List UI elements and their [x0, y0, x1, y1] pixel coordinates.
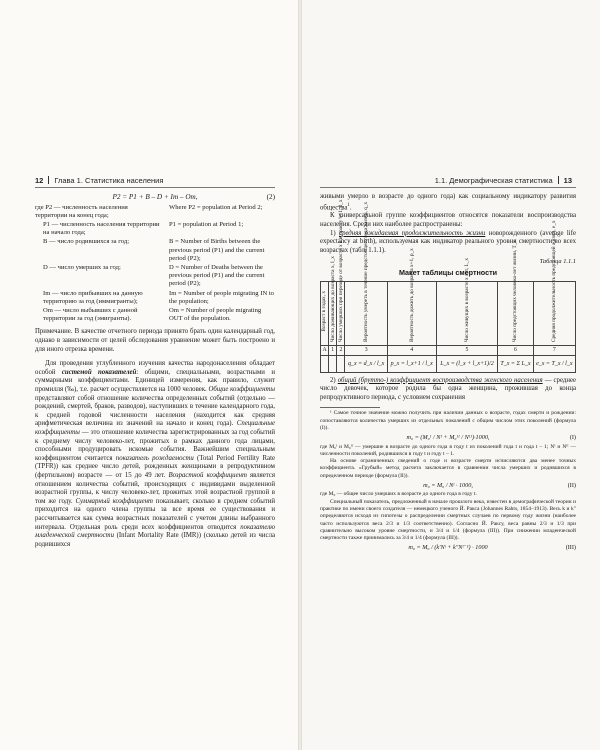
table-header-cell: Средняя продолжительность предстоящей жизни, e_x — [533, 281, 575, 346]
reproduction-coefficient-paragraph: 2) общий (брутто-) коэффициент воспроизводства женского населения — среднее число девочек, которое родила бы одна женщина, прожившая до конца репродуктивного периода, с условием сохранения — [320, 376, 577, 401]
footnote-formula-2: m₀ = M₀ / Nᵗ · 1000, (II) — [423, 482, 576, 490]
right-page-number: 13 — [563, 176, 572, 185]
footnotes — [320, 410, 576, 551]
reproduction-paragraph: К универсальной группе коэффициентов относятся показатели воспроизводства населения. Среди них наиболее распространены: — [320, 212, 576, 229]
table-number-cell: 6 — [498, 346, 533, 356]
left-chapter-title: Глава 1. Статистика населения — [54, 176, 164, 185]
right-text-column — [320, 193, 576, 554]
main-paragraph: Для проведения углубленного изучения качества народонаселения обладает особой системой показателей: общими, специальными, возрастными и суммарными коэффициентами. Единицей измерения, как правило, служит промилля (‰), т.е. расчет осуществляется на 1000 человек. Общие коэффициенты представляют собой отношение количества определенных событий (отдельно — рождений, смертей, браков, разводов), наступивших в течение календарного года, к средней годовой численности населения (находится как средняя арифметическая величина из значений на начало и конец года). Специальные коэффициенты — это отношение количества зарегистрированных за год событий к среднему числу человеко-лет, прожитых в рамках данного года лицами, способными продуцировать искомые события. Важнейшим специальным коэффициентом считается показатель рождаемости (Total Period Fertility Rate (TPFR)) как среднее число детей, рожденных женщинами в репродуктивном (фертильном) возрасте — от 15 до 49 лет. Возрастной коэффициент является отношением количества событий, происходящих с индивидами выделенной возрастной группы, к числу человеко-лет, прожитых этой возрастной группой в том же году. Суммарный коэффициент показывает, сколько в среднем событий приходится на одного члена группы за все время ее существования и рассчитывается как сумма возрастных показателей с учетом длины выбранного интервала. Отдельная роль среди всех коэффициентов отводится показателю младенческой смертности (Infant Mortality Rate (IMR)) (сколько детей из числа родившихся — [35, 360, 276, 548]
continuation-paragraph: живыми умерло в возрасте до одного года) как социальному индикатору развития общества$^1$. — [320, 193, 576, 211]
definition-ru: P1 — численность населения территории на начало года; — [43, 221, 160, 237]
table-title: Макет таблицы смертности — [398, 268, 498, 278]
definition-ru: Im — число прибывших на данную территорию за год (иммигранты); — [43, 289, 143, 305]
table-header-cell: Число умерших при переходе от возраста x к возрасту x+1, d_x — [337, 281, 345, 346]
footnote-text: где M₀ᴵ и M₀ᴵᴵ — умершие в возрасте до одного года в году t из поколений года t и года t – 1; Nᴵ и Nᴵᴵ — численности поколений, родившихся в году t и году t – 1. — [320, 443, 576, 457]
table-number-cell: 2 — [337, 346, 345, 356]
table-formula-cell: q_x = d_x / l_x — [345, 355, 387, 372]
table-number-cell: 5 — [436, 346, 498, 356]
definition-row — [35, 204, 275, 221]
table-formula-cell — [329, 355, 337, 372]
right-running-header — [435, 176, 572, 185]
footnote-formula-3: m₀ = M₀ / (k′Nᵗ + k″Nᵗ⁻¹) · 1000 (III) — [408, 544, 576, 552]
definition-en: Im = Number of people migrating IN to the population; — [169, 289, 274, 305]
left-page-number: 12 — [35, 176, 44, 185]
table-formula-cell: T_x = Σ L_x — [498, 355, 533, 372]
definition-en: Om = Number of people migrating OUT of the population. — [169, 307, 262, 323]
definitions-table — [35, 204, 275, 325]
definition-row — [35, 307, 275, 324]
footnote-text: Специальный показатель, предложенный в начале прошлого века, известен в демографической теории и практике по имени своего создателя — немецкого ученого Й. Ракса (Johannes Rahts, 1854–1913). Весь k и k″ определяются исходя из гипотезы о распределении смертных случаев по первому году жизни (наиболее часто используются веса 2/3 и 1/3 соответственно). Согласно Й. Раксу, веса равны 2/3 и 1/3 при сравнительно высоком уровне смертности, и 3/4 и 1/4 (формула (III)). При снижении младенческой смертности также принимались за 3/4 и 1/4 (формула (III)). — [320, 498, 576, 542]
right-section-title: 1.1. Демографическая статистика — [434, 176, 553, 185]
table-number-cell: А — [321, 346, 329, 356]
left-text-column — [35, 193, 275, 549]
table-formula-cell — [337, 355, 345, 372]
footnote-text: На основе ограниченных сведений о годе и возрасте смерти исчисляются два менее точных коэффициента. «Грубый» метод расчета заключается в сравнении числа умерших и родившихся в определенном периоде (формула (II)). — [320, 458, 576, 479]
table-header-cell: Число живущих в возрасте x лет, L_x — [436, 281, 498, 346]
table-header-cell: Вероятность умереть в течение предстоящего года жизни, q_x — [345, 281, 387, 346]
definition-row — [35, 221, 275, 238]
definition-ru: Om — число выбывших с данной территории за год (эмигранты). — [43, 307, 138, 323]
definition-ru: D — число умерших за год; — [43, 264, 121, 272]
left-header-rule — [35, 187, 275, 188]
footnote-text: где M₀ — общее число умерших в возрасте до одного года в году t. — [320, 491, 477, 498]
balance-equation: P2 = P1 + B – D + Im – Om, (2) — [112, 193, 275, 201]
table-header-cell: Возраст в годах, x — [321, 281, 329, 346]
footnote-text: ¹ Самое точное значение можно получить при наличии данных о возрасте, годах смерти и рождении: сопоставляются количества умерших из отдельных поколений с общим числом этих поколений (формула (I)). — [320, 410, 576, 431]
table-caption: Таблица 1.1.1 — [539, 258, 576, 266]
book-spine — [298, 0, 302, 750]
footnote-formula-1: m₀ = (M₀ᴵ / Nᴵ + M₀ᴵᴵ / Nᴵᴵ)·1000, (I) — [406, 434, 576, 442]
definition-row — [35, 238, 275, 264]
table-number-cell: 4 — [387, 346, 436, 356]
life-expectancy-paragraph: 1) средняя ожидаемая продолжительность жизни новорожденного (average life expectancy at birth), используемая как индикатор реального уровня смертности во всех возрастах (табл. 1.1.1). — [320, 229, 576, 254]
table-number-cell: 1 — [329, 346, 337, 356]
table-header-cell: Число доживающих до возраста x, l_x — [329, 281, 337, 346]
table-formula-cell — [321, 355, 329, 372]
table-header-cell: Вероятность дожить до возраста x+1, p_x — [387, 281, 436, 346]
note-paragraph: Примечание. В качестве отчетного периода принято брать один календарный год, однако в зависимости от целей обследования уравнение может быть построено и для иного отрезка времени. — [35, 328, 275, 353]
definition-ru: B — число родившихся за год; — [43, 238, 130, 246]
definition-en: Where P2 = population at Period 2; — [169, 203, 263, 211]
table-header-cell: Число предстоящих человеко-лет жизни, T_x — [498, 281, 533, 346]
right-header-rule — [320, 187, 576, 188]
definition-ru: где P2 — численность населения территории на конец года; — [35, 203, 128, 219]
definition-row — [35, 290, 275, 307]
definition-row — [35, 264, 275, 290]
table-number-cell: 3 — [345, 346, 387, 356]
table-formula-cell: p_x = l_x+1 / l_x — [387, 355, 436, 372]
table-formula-cell: e_x = T_x / l_x — [533, 355, 575, 372]
table-formula-cell: L_x = (l_x + l_x+1)/2 — [436, 355, 498, 372]
left-running-header — [35, 176, 163, 185]
definition-en: D = Number of Deaths between the previous period (P1) and the current period (P2); — [169, 264, 265, 288]
table-number-cell: 7 — [533, 346, 575, 356]
definition-en: P1 = population at Period 1; — [169, 221, 244, 228]
definition-en: B = Number of Births between the previous period (P1) and the current period (P2); — [169, 238, 265, 262]
footnote-rule — [320, 407, 380, 408]
